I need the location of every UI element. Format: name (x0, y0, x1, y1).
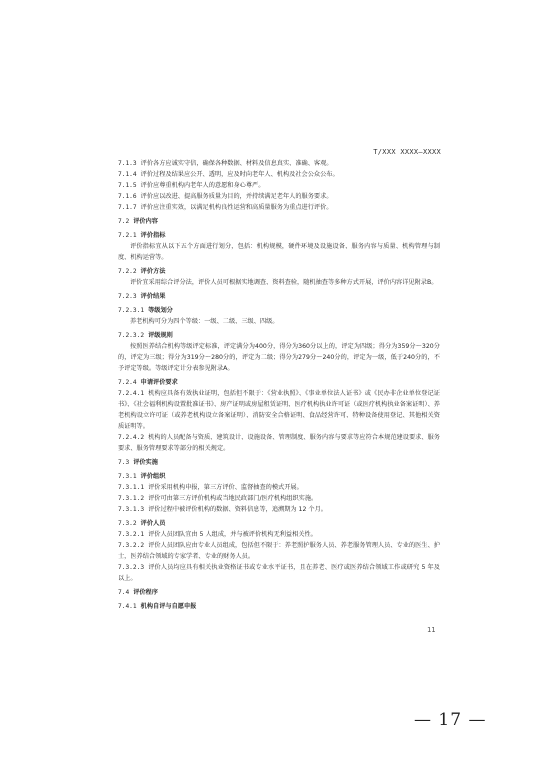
document-body (118, 158, 440, 612)
clause-list-7-1 (118, 158, 440, 213)
heading-7-4-1: 7.4.1 机构自评与自愿申报 (118, 603, 197, 610)
clause-7-1-6: 7.1.6 评价应以改进、提高服务质量为目的，并持续满足老年人的服务要求。 (118, 193, 333, 200)
heading-7-2: 7.2 评价内容 (118, 218, 158, 225)
standard-id: T/XXX XXXX—XXXX (373, 148, 441, 156)
heading-7-2-3-2: 7.2.3.2 评级规则 (118, 332, 173, 339)
heading-7-3-1: 7.3.1 评价组织 (118, 473, 166, 480)
paragraph-7-2-3-2: 按照医养结合机构等级评定标准，评定满分为400分，得分为360分以上的，评定为四级；得分为359分～320分的，评定为三级；得分为319分～280分的，评定为二级；得分为279分～240分的，评定为一级，低于240分的，不予评定等级。等级评定计分表参见附录A。 (118, 343, 440, 372)
paragraph-7-2-3-1: 养老机构可分为四个等级：一级、二级、三级、四级。 (130, 318, 279, 325)
clause-7-3-1-1: 7.3.1.1 评价采用机构申报，第三方评价、监督抽查的模式开展。 (118, 484, 303, 491)
paragraph-7-2-1: 评价指标宜从以下五个方面进行划分，包括：机构规模，硬件环境及设施设备、服务内容与质量、机构管理与制度、机构运营等。 (118, 243, 440, 261)
paragraph-7-2-2: 评价宜采用综合评分法，评价人员可根据实地调查、资料查验，随机抽查等多种方式开展，评价内容详见附录B。 (130, 279, 438, 286)
footer-page-number: — 17 — (414, 710, 487, 730)
clause-7-3-1-2: 7.3.1.2 评价可由第三方评价机构或当地民政部门/医疗机构组织实施。 (118, 495, 318, 502)
clause-7-3-2-2: 7.3.2.2 评价人员团队应由专业人员组成，包括但不限于：养老照护服务人员、养老服务管理人员、专业的医生、护士，医养结合领域的专家学者、专业的财务人员。 (118, 542, 440, 560)
heading-7-2-4: 7.2.4 申请评价要求 (118, 379, 178, 386)
clause-7-2-4-1: 7.2.4.1 机构应具备有效执业证明，包括但不限于：《营业执照》、《事业单位法人证书》或《民办非企业单位登记证书》、《社会福利机构设置批准证书》、房产证明或房屋租赁证明、医疗机构执业许可证（或医疗机构执业备案证明）、养老机构设立许可证（或养老机构设立备案证明）、消防安全合格证明、食品经营许可、特种设备使用登记、其他相关资质证明等。 (118, 390, 440, 430)
clause-7-3-2-3: 7.3.2.3 评价人员均应具有相关执业资格证书或专业水平证书，且在养老、医疗或医养结合领域工作或研究 5 年及以上。 (118, 564, 440, 582)
heading-7-2-2: 7.2.2 评价方法 (118, 268, 166, 275)
clause-7-1-3: 7.1.3 评价各方应诚实守信，确保各种数据、材料及信息真实、准确、客观。 (118, 160, 333, 167)
heading-7-2-3-1: 7.2.3.1 等级划分 (118, 307, 173, 314)
clause-7-3-1-3: 7.3.1.3 评价过程中被评价机构的数据、资料信息等，追溯期为 12 个月。 (118, 506, 327, 513)
clause-7-3-2-1: 7.3.2.1 评价人员团队宜由 5 人组成，并与被评价机构无利益相关性。 (118, 531, 317, 538)
clause-7-2-4-2: 7.2.4.2 机构的人员配备与资质、建筑设计、设施设备、管理制度、服务内容与要求等应符合本规范建设要求、服务要求、服务管理要求等部分的相关规定。 (118, 434, 440, 452)
heading-7-3-2: 7.3.2 评价人员 (118, 520, 166, 527)
heading-7-2-1: 7.2.1 评价指标 (118, 232, 166, 239)
inner-page-number: 11 (427, 626, 436, 634)
clause-7-1-5: 7.1.5 评价应尊重机构内老年人的意愿和身心尊严。 (118, 182, 265, 189)
heading-7-4: 7.4 评价程序 (118, 589, 158, 596)
clause-7-1-7: 7.1.7 评价应注重实效，以满足机构良性运营和高质量服务为重点进行评价。 (118, 204, 333, 211)
clause-7-1-4: 7.1.4 评价过程及结果应公开、透明，应及时向老年人、机构及社会公众公布。 (118, 171, 339, 178)
heading-7-3: 7.3 评价实施 (118, 459, 158, 466)
heading-7-2-3: 7.2.3 评价结果 (118, 293, 166, 300)
